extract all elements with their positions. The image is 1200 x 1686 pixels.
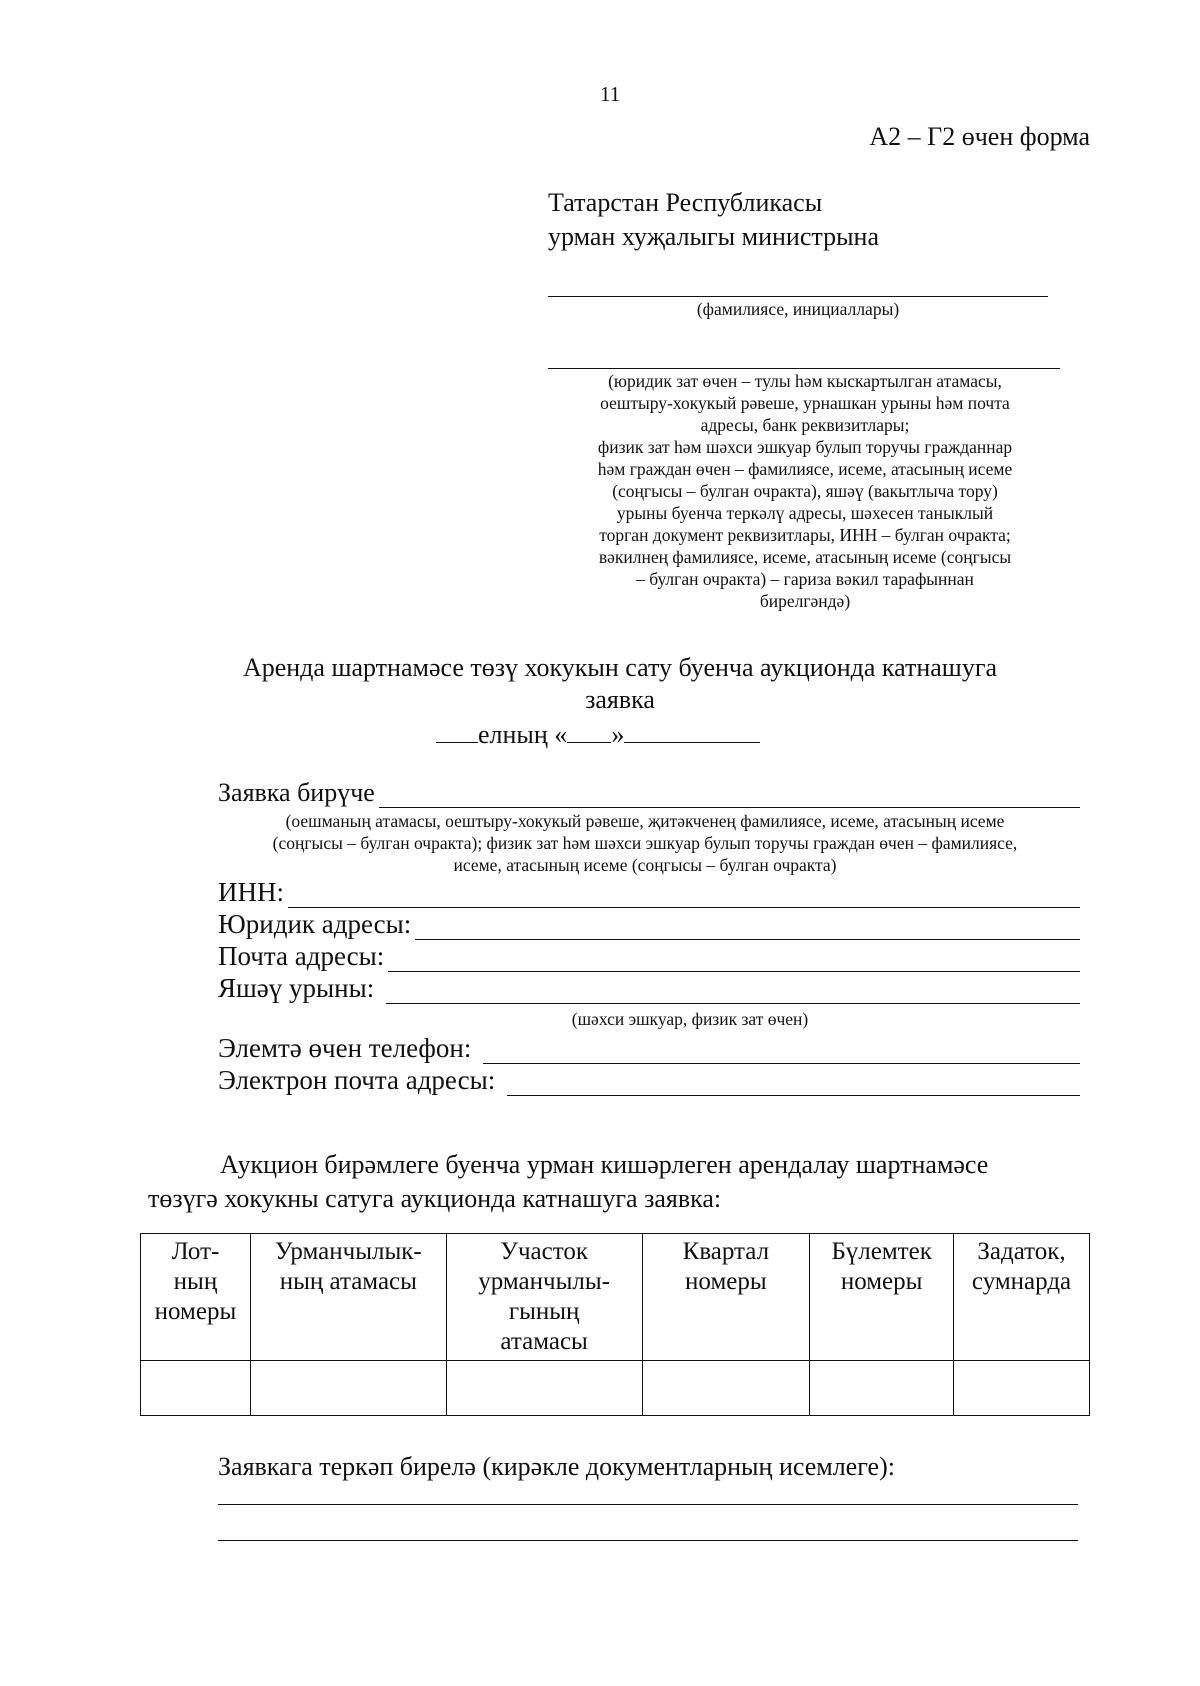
table-cell[interactable] bbox=[250, 1361, 446, 1416]
table-cell[interactable] bbox=[141, 1361, 251, 1416]
attachments-title: Заявкага теркәп бирелә (кирәкле документларның исемлеге): bbox=[218, 1452, 895, 1481]
applicant-caption bbox=[210, 810, 1080, 876]
table-row bbox=[141, 1361, 1090, 1416]
postal-address-field[interactable] bbox=[388, 947, 1080, 972]
email-field[interactable] bbox=[507, 1071, 1080, 1096]
inn-field[interactable] bbox=[288, 883, 1080, 908]
date-close-quote: » bbox=[611, 720, 625, 749]
header-section-number: Бүлемтек номеры bbox=[810, 1234, 954, 1361]
month-blank[interactable] bbox=[624, 718, 760, 743]
addressee-line-1: Татарстан Республикасы bbox=[548, 188, 823, 217]
entity-line bbox=[548, 368, 1060, 369]
phone-label: Элемтә өчен телефон: bbox=[218, 1033, 472, 1063]
entity-caption-line: адресы, банк реквизитлары; bbox=[700, 415, 910, 435]
postal-address-row bbox=[218, 940, 1080, 972]
table-cell[interactable] bbox=[954, 1361, 1090, 1416]
applicant-caption-line: (оешманың атамасы, оештыру-хокукый рәвеше, җитәкченең фамилиясе, исеме, атасының исеме bbox=[285, 811, 1005, 831]
applicant-caption-line: (соңгысы – булган очракта); физик зат һәм шәхси эшкуар булып торучы граждан өчен – фамилиясе, bbox=[272, 833, 1018, 853]
addressee-block bbox=[548, 186, 879, 254]
inn-row bbox=[218, 876, 1080, 908]
legal-address-field[interactable] bbox=[415, 915, 1080, 940]
legal-address-row bbox=[218, 908, 1080, 940]
entity-caption bbox=[540, 370, 1070, 612]
residence-label: Яшәү урыны: bbox=[218, 973, 375, 1003]
title-line-1: Аренда шартнамәсе төзү хокукын сату буенча аукционда катнашуга bbox=[242, 653, 998, 682]
applicant-caption-line: исеме, атасының исеме (соңгысы – булган очракта) bbox=[453, 855, 837, 875]
attachment-line[interactable] bbox=[218, 1504, 1078, 1505]
header-lot-number: Лот- ның номеры bbox=[141, 1234, 251, 1361]
table-cell[interactable] bbox=[810, 1361, 954, 1416]
date-line bbox=[436, 718, 760, 750]
entity-caption-line: һәм граждан өчен – фамилиясе, исеме, атасының исеме bbox=[597, 459, 1013, 479]
applicant-field[interactable] bbox=[379, 783, 1080, 808]
header-quarter-number: Квартал номеры bbox=[642, 1234, 810, 1361]
postal-address-label: Почта адресы: bbox=[218, 941, 385, 971]
legal-address-label: Юридик адресы: bbox=[218, 909, 412, 939]
table-header-row bbox=[141, 1234, 1090, 1361]
ip-caption: (шәхси эшкуар, физик зат өчен) bbox=[571, 1009, 809, 1029]
applicant-label: Заявка бирүче bbox=[218, 778, 375, 807]
residence-row bbox=[218, 972, 1080, 1004]
entity-caption-line: вәкилнең фамилиясе, исеме, атасының исеме (соңгысы bbox=[598, 547, 1012, 567]
header-forestry-name: Урманчылык- ның атамасы bbox=[250, 1234, 446, 1361]
fio-line bbox=[548, 296, 1048, 297]
entity-caption-line: бирелгәндә) bbox=[759, 591, 851, 611]
email-label: Электрон почта адресы: bbox=[218, 1065, 496, 1095]
lots-table bbox=[140, 1233, 1090, 1416]
entity-caption-line: урыны буенча теркәлү адресы, шәхесен таныклый bbox=[616, 503, 994, 523]
addressee-line-2: урман хуҗалыгы министрына bbox=[548, 222, 879, 251]
email-row bbox=[218, 1064, 1080, 1096]
table-cell[interactable] bbox=[446, 1361, 642, 1416]
document-title bbox=[150, 652, 1090, 716]
entity-caption-line: торган документ реквизитлары, ИНН – булган очракта; bbox=[599, 525, 1011, 545]
title-line-2: заявка bbox=[585, 685, 655, 714]
entity-caption-line: – булган очракта) – гариза вәкил тарафыннан bbox=[636, 569, 974, 589]
entity-caption-line: (соңгысы – булган очракта), яшәү (вакытлыча тору) bbox=[612, 481, 998, 501]
residence-field[interactable] bbox=[386, 979, 1080, 1004]
header-district-forestry-name: Участок урманчылы- гының атамасы bbox=[446, 1234, 642, 1361]
year-blank[interactable] bbox=[436, 718, 478, 743]
year-suffix: елның « bbox=[478, 720, 568, 749]
entity-caption-line: физик зат һәм шәхси эшкуар булып торучы гражданнар bbox=[597, 437, 1013, 457]
table-cell[interactable] bbox=[642, 1361, 810, 1416]
entity-caption-line: (юридик зат өчен – тулы һәм кыскартылган атамасы, bbox=[608, 371, 1002, 391]
phone-row bbox=[218, 1032, 1080, 1064]
paragraph-line-1: Аукцион бирәмлеге буенча урман кишәрлеген арендалау шартнамәсе bbox=[220, 1150, 989, 1179]
day-blank[interactable] bbox=[567, 718, 611, 743]
page-number: 11 bbox=[600, 82, 621, 106]
form-code: А2 – Г2 өчен форма bbox=[869, 122, 1090, 151]
phone-field[interactable] bbox=[483, 1039, 1080, 1064]
lot-paragraph bbox=[148, 1148, 1088, 1216]
entity-caption-line: оештыру-хокукый рәвеше, урнашкан урыны һәм почта bbox=[600, 393, 1010, 413]
inn-label: ИНН: bbox=[218, 877, 284, 907]
applicant-row bbox=[218, 776, 1080, 808]
header-deposit: Задаток, сумнарда bbox=[954, 1234, 1090, 1361]
fio-caption: (фамилиясе, инициаллары) bbox=[696, 299, 900, 319]
attachment-line[interactable] bbox=[218, 1540, 1078, 1541]
paragraph-line-2: төзүгә хокукны сатуга аукционда катнашуга заявка: bbox=[148, 1184, 722, 1213]
